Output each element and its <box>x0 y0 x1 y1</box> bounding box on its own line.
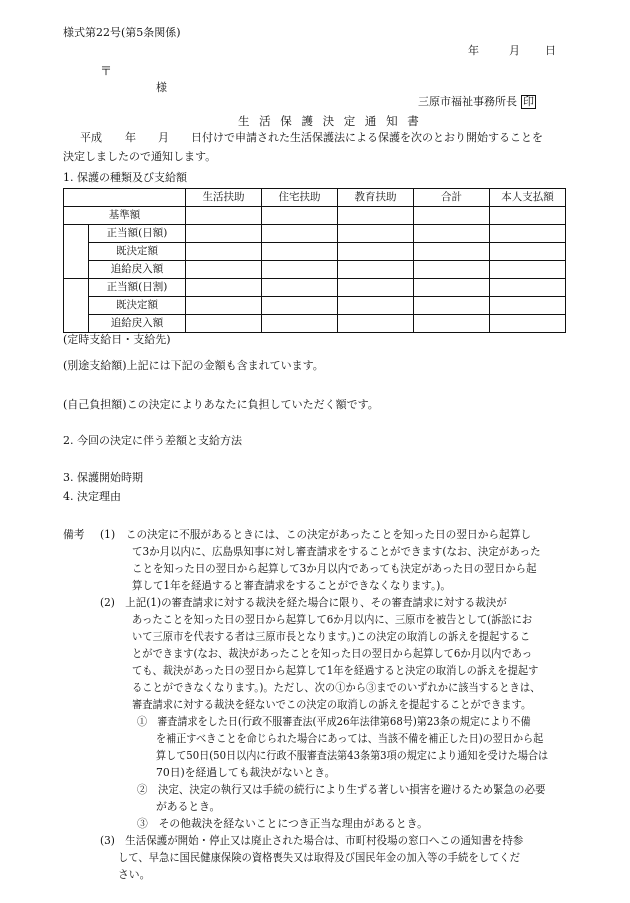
document-title: 生 活 保 護 決 定 通 知 書 <box>238 114 422 128</box>
remarks-line: ことを知った日の翌日から起算して3か月以内であっても決定があった日の翌日から起 <box>132 562 537 575</box>
table-row <box>64 243 566 261</box>
table-row <box>64 225 566 243</box>
group1-blank <box>64 225 89 279</box>
postal-mark: 〒 <box>100 64 113 78</box>
header-jutaku: 住宅扶助 <box>262 189 338 207</box>
remarks-line: (1) この決定に不服があるときには、この決定があったことを知った日の翌日から起算し <box>100 528 532 541</box>
row-label: 正当額(日額) <box>89 225 186 243</box>
intro-line-1 <box>80 131 543 145</box>
addressee-honorific: 様 <box>156 81 167 94</box>
intro-rest: 日付けで申請された生活保護法による保護を次のとおり開始することを <box>191 131 543 144</box>
form-number: 様式第22号(第5条関係) <box>63 26 181 39</box>
section-1-heading: 1. 保護の種類及び支給額 <box>63 171 187 184</box>
date-line <box>468 44 556 58</box>
remarks-line: 審査請求に対する裁決を経ないでこの決定の取消しの訴えを提起することができます。 <box>132 698 532 711</box>
intro-month: 月 <box>158 131 169 144</box>
date-month: 月 <box>509 44 520 57</box>
header-kyoiku: 教育扶助 <box>338 189 414 207</box>
remarks-line: とができます(なお、裁決があったことを知った日の翌日から起算して6か月以内であっ <box>132 647 533 660</box>
remarks-line: あったことを知った日の翌日から起算して6か月以内に、三原市を被告として(訴訟にお <box>132 613 533 626</box>
remarks-line: ることができなくなります。)。ただし、次の①から③までのいずれかに該当するときは、 <box>132 681 541 694</box>
benefits-table <box>63 188 566 333</box>
row-label: 既決定額 <box>89 243 186 261</box>
remarks-label: 備考 <box>63 528 85 541</box>
row-label: 正当額(日割) <box>89 279 186 297</box>
remarks-line: を補正すべきことを命じられた場合にあっては、当該不備を補正した日)の翌日から起 <box>156 732 544 745</box>
group2-blank <box>64 279 89 333</box>
section-2-heading: 2. 今回の決定に伴う差額と支給方法 <box>63 434 242 447</box>
remarks-line: (3) 生活保護が開始・停止又は廃止された場合は、市町村役場の窓口へこの通知書を持参 <box>100 834 524 847</box>
remarks-line: て3か月以内に、広島県知事に対し審査請求をすることができます(なお、決定があった <box>132 545 541 558</box>
section-4-heading: 4. 決定理由 <box>63 490 121 503</box>
note-separate-payment: (別途支給額)上記には下記の金額も含まれています。 <box>63 359 324 372</box>
remarks-line: 算して50日(50日以内に行政不服審査法第43条第3項の規定により通知を受けた場合は <box>156 749 549 762</box>
remarks-line: ③ その他裁決を経ないことにつき正当な理由があるとき。 <box>137 817 428 830</box>
intro-era: 平成 <box>80 131 102 144</box>
section-3-heading: 3. 保護開始時期 <box>63 471 143 484</box>
remarks-line: ① 審査請求をした日(行政不服審査法(平成26年法律第68号)第23条の規定により不備 <box>137 715 531 728</box>
remarks-line: ても、裁決があった日の翌日から起算して1年を経過すると決定の取消しの訴えを提起す <box>132 664 539 677</box>
remarks-line: して、早急に国民健康保険の資格喪失又は取得及び国民年金の加入等の手続をしてくだ <box>118 851 520 864</box>
row-label: 追給戻入額 <box>89 315 186 333</box>
header-honnin: 本人支払額 <box>490 189 566 207</box>
remarks-line: さい。 <box>118 868 151 881</box>
table-header-row <box>64 189 566 207</box>
row-label: 既決定額 <box>89 297 186 315</box>
remarks-line: いて三原市を代表する者は三原市長となります。)この決定の取消しの訴えを提起するこ <box>132 630 531 643</box>
note-payment-date: (定時支給日・支給先) <box>63 333 171 346</box>
table-row <box>64 297 566 315</box>
intro-line-2: 決定しましたので通知します。 <box>63 150 217 163</box>
intro-year: 年 <box>125 131 136 144</box>
seal-box: 印 <box>523 95 534 108</box>
table-row <box>64 315 566 333</box>
table-row <box>64 207 566 225</box>
issuer <box>418 95 536 109</box>
table-row <box>64 261 566 279</box>
row-label: 追給戻入額 <box>89 261 186 279</box>
date-day: 日 <box>545 44 556 57</box>
date-year: 年 <box>468 44 479 57</box>
remarks-line: (2) 上記(1)の審査請求に対する裁決を経た場合に限り、その審査請求に対する裁決が <box>100 596 507 609</box>
note-self-burden: (自己負担額)この決定によりあなたに負担していただく額です。 <box>63 398 379 411</box>
row-label-base: 基準額 <box>64 207 186 225</box>
remarks-line: 70日)を経過しても裁決がないとき。 <box>156 766 336 779</box>
table-corner-cell <box>64 189 186 207</box>
remarks-line: 算して1年を経過すると審査請求をすることができなくなります。)。 <box>132 579 451 592</box>
remarks-line: ② 決定、決定の執行又は手続の続行により生ずる著しい損害を避けるため緊急の必要 <box>137 783 546 796</box>
issuer-name: 三原市福祉事務所長 <box>418 95 517 108</box>
header-total: 合計 <box>414 189 490 207</box>
header-seikatsu: 生活扶助 <box>186 189 262 207</box>
remarks-line: があるとき。 <box>156 800 221 813</box>
table-row <box>64 279 566 297</box>
